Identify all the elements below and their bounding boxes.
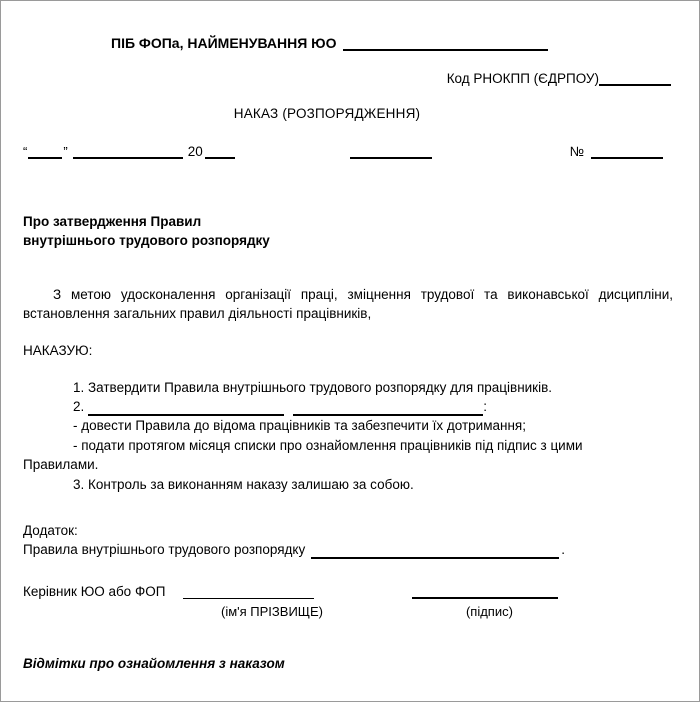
document-content xyxy=(23,1,681,701)
attachment-blank-field[interactable] xyxy=(311,546,559,559)
organisation-line xyxy=(23,35,681,51)
place-blank-field[interactable] xyxy=(350,146,432,159)
attachment-label: Додаток: xyxy=(23,522,78,538)
signature-caption-row xyxy=(23,604,681,619)
number-sign: № xyxy=(569,144,584,159)
order-subitem-1: - довести Правила до відома працівників та забезпечити їх дотримання; xyxy=(73,418,526,434)
signature-block xyxy=(23,584,681,619)
order-item-2-number: 2. xyxy=(73,399,85,415)
document-title: НАКАЗ (РОЗПОРЯДЖЕННЯ) xyxy=(233,106,421,121)
subject-line-2: внутрішнього трудового розпорядку xyxy=(23,232,270,248)
signatory-role: Керівник ЮО або ФОП xyxy=(23,584,166,600)
quote-open: “ xyxy=(23,144,28,159)
organisation-blank-field[interactable] xyxy=(343,38,548,51)
subject-block xyxy=(23,213,681,250)
attachment-block xyxy=(23,521,681,559)
place-field-group xyxy=(350,144,432,159)
day-blank-field[interactable] xyxy=(28,146,62,159)
registration-code-label: Код РНОКПП (ЄДРПОУ) xyxy=(446,71,599,86)
year-prefix: 20 xyxy=(187,144,203,159)
attachment-name: Правила внутрішнього трудового розпорядку xyxy=(23,542,306,558)
attachment-period: . xyxy=(561,542,565,558)
date-field-group xyxy=(23,144,235,159)
year-blank-field[interactable] xyxy=(205,146,235,159)
order-subitem-2-line-1: - подати протягом місяця списки про ознайомлення працівників під підпис з цими xyxy=(73,437,583,453)
number-field-group xyxy=(570,144,681,159)
order-item-2 xyxy=(23,397,681,416)
signature-blank-field[interactable] xyxy=(412,586,558,599)
order-item-2-blank-field-b[interactable] xyxy=(293,403,483,416)
order-item-1: 1. Затвердити Правила внутрішнього трудового розпорядку для працівників. xyxy=(73,380,553,396)
attachment-name-line xyxy=(23,540,681,559)
organisation-label: ПІБ ФОПа, НАЙМЕНУВАННЯ ЮО xyxy=(111,35,337,51)
signatory-name-caption: (ім'я ПРІЗВИЩЕ) xyxy=(221,604,323,620)
quote-close: ” xyxy=(63,144,68,159)
signature-caption: (підпис) xyxy=(465,604,513,620)
month-blank-field[interactable] xyxy=(73,146,183,159)
order-item-2-blank-field-a[interactable] xyxy=(88,403,284,416)
signatory-name-blank-field[interactable] xyxy=(183,587,314,599)
preamble-paragraph: З метою удосконалення організації праці, зміцнення трудової та виконавської дисципліни, встановлення загальних правил діяльності працівників, xyxy=(23,287,673,322)
order-items xyxy=(23,378,681,494)
registration-code-blank-field[interactable] xyxy=(599,73,671,86)
order-item-3: 3. Контроль за виконанням наказу залишаю за собою. xyxy=(73,476,414,492)
signature-row xyxy=(23,584,681,599)
registration-code-line xyxy=(23,71,681,86)
date-number-row xyxy=(23,144,681,159)
order-keyword: НАКАЗУЮ: xyxy=(23,343,93,359)
subject-line-1: Про затвердження Правил xyxy=(23,214,202,229)
order-subitem-2-line-2: Правилами. xyxy=(23,456,99,472)
document-number-blank-field[interactable] xyxy=(591,146,663,159)
order-item-2-colon: : xyxy=(483,399,488,415)
acknowledgement-note: Відмітки про ознайомлення з наказом xyxy=(23,656,285,671)
